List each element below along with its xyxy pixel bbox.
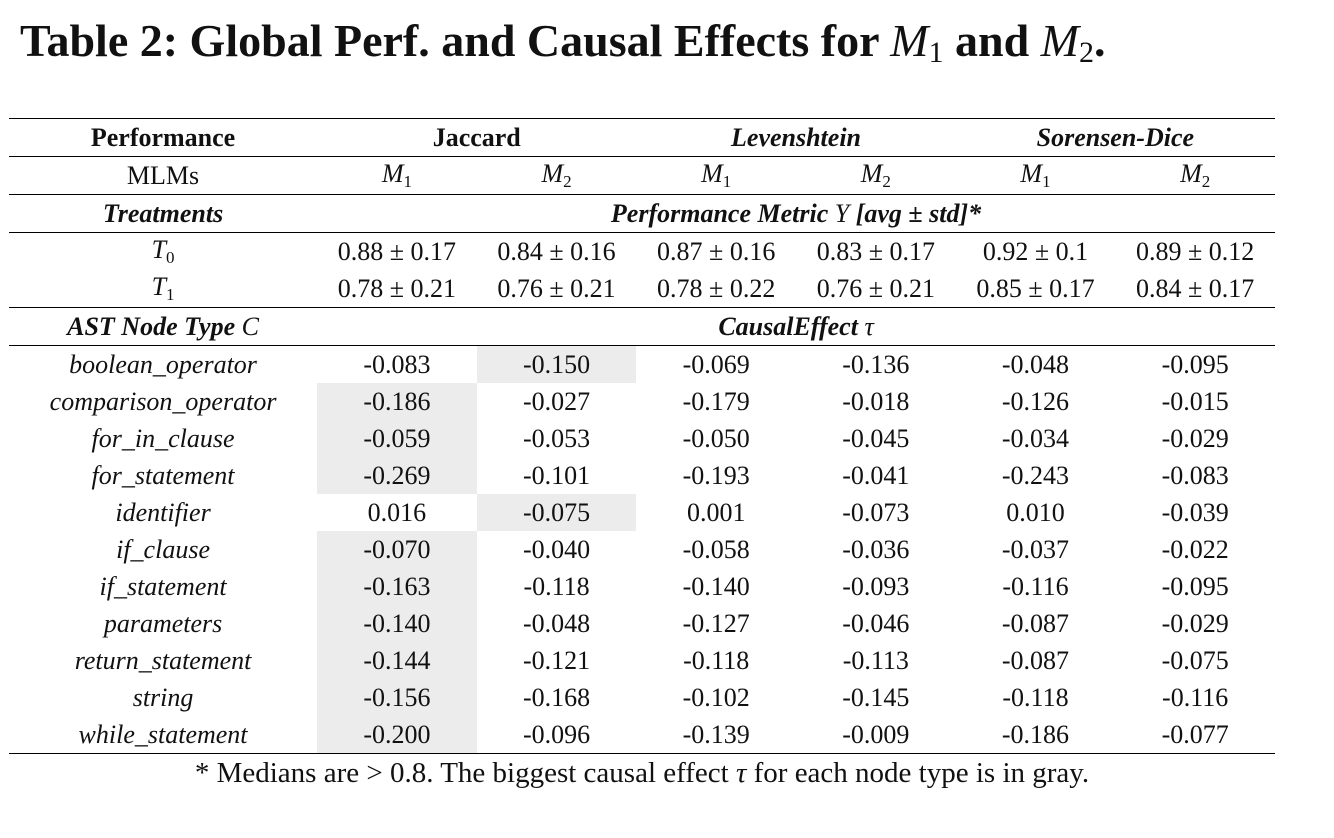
effect-value: 0.016 <box>367 497 427 527</box>
treatment-value: 0.88 ± 0.17 <box>337 236 457 266</box>
effect-value: -0.136 <box>842 349 910 379</box>
treatment-value: 0.76 ± 0.21 <box>816 273 935 303</box>
effect-value: -0.050 <box>682 423 750 453</box>
effect-value: -0.087 <box>1001 645 1070 675</box>
effect-value: -0.048 <box>522 608 591 638</box>
effect-row <box>9 494 1275 531</box>
ast-node-type-label: AST Node Type C <box>9 308 317 346</box>
jaccard-header: Jaccard <box>317 119 636 157</box>
treatment-value: 0.76 ± 0.21 <box>497 273 616 303</box>
effect-value: -0.058 <box>682 534 750 564</box>
table-footnote: * Medians are > 0.8. The biggest causal effect τ for each node type is in gray. <box>194 757 1090 789</box>
treatment-label: $T_1$ <box>151 272 175 304</box>
effect-row <box>9 716 1275 754</box>
treatment-row <box>9 233 1275 271</box>
treatment-value: 0.78 ± 0.21 <box>337 273 457 303</box>
effect-value: -0.022 <box>1161 534 1229 564</box>
effect-row <box>9 568 1275 605</box>
treatment-row <box>9 270 1275 308</box>
effect-value: -0.075 <box>477 494 637 531</box>
effect-value: -0.095 <box>1161 349 1229 379</box>
levenshtein-m2-header: $M_2$ <box>796 157 956 195</box>
effect-value: -0.034 <box>1001 423 1070 453</box>
table-title <box>20 14 1106 70</box>
effect-value: -0.118 <box>683 645 750 675</box>
effect-value: -0.243 <box>1001 460 1070 490</box>
effect-row <box>9 346 1275 384</box>
sorensen-m2-header: $M_2$ <box>1115 157 1275 195</box>
effect-value: -0.075 <box>1161 645 1229 675</box>
effect-row <box>9 457 1275 494</box>
mlms-header-row <box>9 157 1275 195</box>
treatments-label: Treatments <box>9 195 317 233</box>
effect-value: -0.163 <box>317 568 477 605</box>
node-type-label: comparison_operator <box>49 386 277 416</box>
sorensen-m1-header: $M_1$ <box>956 157 1116 195</box>
effect-value: -0.186 <box>317 383 477 420</box>
effect-value: -0.018 <box>842 386 910 416</box>
effect-value: -0.186 <box>956 716 1116 754</box>
effect-value: -0.116 <box>1002 571 1069 601</box>
jaccard-m2-header: $M_2$ <box>477 157 637 195</box>
effect-value: -0.077 <box>1115 716 1275 754</box>
effect-value: -0.095 <box>1161 571 1229 601</box>
node-type-label: if_statement <box>99 571 227 601</box>
levenshtein-m1-header: $M_1$ <box>636 157 796 195</box>
node-type-label: boolean_operator <box>69 349 257 379</box>
treatment-value: 0.84 ± 0.17 <box>1136 273 1255 303</box>
effect-row <box>9 383 1275 420</box>
effect-value: -0.036 <box>842 534 910 564</box>
effect-value: -0.083 <box>363 349 431 379</box>
effect-value: -0.041 <box>842 460 910 490</box>
node-type-label: string <box>132 682 194 712</box>
effect-value: -0.069 <box>682 349 750 379</box>
treatment-value: 0.84 ± 0.16 <box>497 236 616 266</box>
effect-value: -0.083 <box>1161 460 1229 490</box>
effect-value: -0.045 <box>842 423 910 453</box>
effect-value: -0.126 <box>1001 386 1070 416</box>
treatment-value: 0.78 ± 0.22 <box>657 273 776 303</box>
effect-value: -0.048 <box>1001 349 1070 379</box>
metric-header-row <box>9 119 1275 157</box>
title-m1: $M_1$ <box>890 15 944 69</box>
effect-value: -0.009 <box>796 716 956 754</box>
effect-value: -0.040 <box>522 534 591 564</box>
treatment-rows <box>9 233 1275 308</box>
effect-value: -0.179 <box>682 386 750 416</box>
effect-row <box>9 420 1275 457</box>
effect-value: -0.046 <box>842 608 910 638</box>
effect-rows <box>9 346 1275 754</box>
effect-value: -0.127 <box>682 608 750 638</box>
performance-metric-label: Performance Metric Y [avg ± std]* <box>317 195 1275 233</box>
effect-value: -0.102 <box>682 682 750 712</box>
jaccard-m1-header: $M_1$ <box>317 157 477 195</box>
effect-value: -0.059 <box>317 420 477 457</box>
effect-value: -0.118 <box>523 571 590 601</box>
effect-value: -0.140 <box>682 571 750 601</box>
node-type-label: return_statement <box>74 645 252 675</box>
effects-header-row <box>9 308 1275 346</box>
node-type-label: parameters <box>103 608 223 638</box>
performance-header: Performance <box>9 119 317 157</box>
title-suffix: . <box>1094 15 1106 66</box>
effect-row <box>9 531 1275 568</box>
treatment-value: 0.85 ± 0.17 <box>976 273 1095 303</box>
treatment-value: 0.87 ± 0.16 <box>657 236 776 266</box>
effect-value: -0.029 <box>1161 423 1229 453</box>
treatment-value: 0.89 ± 0.12 <box>1136 236 1255 266</box>
results-table <box>9 118 1275 754</box>
treatment-label: $T_0$ <box>151 235 175 267</box>
title-m2: $M_2$ <box>1040 15 1094 69</box>
effect-value: -0.193 <box>682 460 750 490</box>
treatment-value: 0.83 ± 0.17 <box>816 236 935 266</box>
effect-row <box>9 679 1275 716</box>
effect-value: -0.139 <box>636 716 796 754</box>
effect-value: -0.039 <box>1161 497 1229 527</box>
treatment-value: 0.92 ± 0.1 <box>982 236 1089 266</box>
effect-value: 0.010 <box>1006 497 1065 527</box>
effect-value: -0.144 <box>317 642 477 679</box>
effect-value: -0.037 <box>1001 534 1070 564</box>
effect-value: -0.145 <box>842 682 910 712</box>
node-type-label: while_statement <box>9 716 317 754</box>
effect-value: -0.118 <box>1002 682 1069 712</box>
effect-row <box>9 642 1275 679</box>
node-type-label: identifier <box>115 497 211 527</box>
effect-value: -0.121 <box>522 645 591 675</box>
effect-value: -0.168 <box>522 682 591 712</box>
sorensen-dice-header: Sorensen-Dice <box>956 119 1275 157</box>
treatments-header-row <box>9 195 1275 233</box>
effect-value: -0.269 <box>317 457 477 494</box>
effect-value: -0.073 <box>842 497 910 527</box>
node-type-label: for_statement <box>91 460 235 490</box>
node-type-label: if_clause <box>116 534 210 564</box>
mlms-header: MLMs <box>9 157 317 195</box>
title-conj: and <box>955 15 1030 66</box>
effect-value: -0.027 <box>522 386 591 416</box>
effect-value: -0.200 <box>317 716 477 754</box>
effect-value: -0.070 <box>317 531 477 568</box>
effect-value: -0.029 <box>1161 608 1229 638</box>
effect-value: -0.116 <box>1162 682 1229 712</box>
effect-value: -0.101 <box>522 460 591 490</box>
causal-effect-label: CausalEffect τ <box>317 308 1275 346</box>
levenshtein-header: Levenshtein <box>636 119 955 157</box>
title-prefix: Table 2: Global Perf. and Causal Effects for <box>20 15 879 66</box>
effect-value: -0.093 <box>842 571 910 601</box>
effect-value: -0.087 <box>1001 608 1070 638</box>
effect-value: -0.156 <box>317 679 477 716</box>
node-type-label: for_in_clause <box>91 423 235 453</box>
effect-value: -0.150 <box>477 346 637 384</box>
effect-value: -0.015 <box>1161 386 1229 416</box>
effect-value: -0.113 <box>842 645 909 675</box>
effect-value: -0.053 <box>522 423 591 453</box>
effect-value: 0.001 <box>686 497 746 527</box>
effect-value: -0.140 <box>317 605 477 642</box>
effect-row <box>9 605 1275 642</box>
effect-value: -0.096 <box>477 716 637 754</box>
